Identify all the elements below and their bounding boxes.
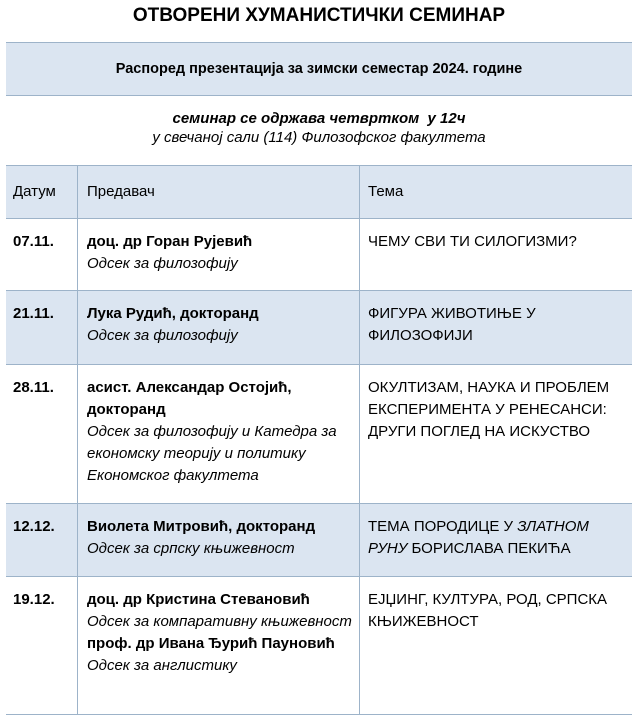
- lecturer-affiliation: Одсек за филозофију: [87, 327, 238, 344]
- venue-time: семинар се одржава четвртком у 12ч: [172, 110, 466, 127]
- row-date: 19.12.: [13, 591, 55, 608]
- lecturer-affiliation: Одсек за англистику: [87, 657, 237, 674]
- table-row: [6, 504, 632, 577]
- topic-text: БОРИСЛАВА ПЕКИЋА: [407, 540, 571, 557]
- row-date: 28.11.: [13, 379, 54, 396]
- lecturer-name: Виолета Митровић, докторанд: [87, 518, 316, 535]
- lecturer-name: асист. Александар Остојић, докторанд: [87, 379, 292, 418]
- row-topic: ОКУЛТИЗАМ, НАУКА И ПРОБЛЕМ ЕКСПЕРИМЕНТА У РЕНЕСАНСИ: ДРУГИ ПОГЛЕД НА ИСКУСТВО: [368, 379, 610, 440]
- schedule-table: [6, 166, 632, 715]
- topic-book-title: ЗЛАТНОМ РУНУ: [368, 518, 589, 557]
- schedule-frame: [6, 42, 632, 715]
- row-date: 21.11.: [13, 305, 54, 322]
- lecturer-name: доц. др Горан Рујевић: [87, 233, 253, 250]
- row-date: 12.12.: [13, 518, 55, 535]
- lecturer-name: Лука Рудић, докторанд: [87, 305, 259, 322]
- table-row: [6, 577, 632, 715]
- lecturer-affiliation: Одсек за филозофију: [87, 255, 238, 272]
- header-date: Датум: [6, 166, 78, 219]
- semester-banner: Распоред презентација за зимски семестар 2024. године: [6, 43, 632, 96]
- row-topic: ЧЕМУ СВИ ТИ СИЛОГИЗМИ?: [368, 233, 577, 250]
- venue-location: у свечаној сали (114) Филозофског факултета: [152, 129, 486, 146]
- lecturer-affiliation: Одсек за компаративну књижевност: [87, 613, 352, 630]
- topic-text: ТЕМА ПОРОДИЦЕ У: [368, 518, 518, 535]
- header-lecturer: Предавач: [78, 166, 360, 219]
- venue-info: [6, 96, 632, 166]
- row-topic: ЕЈЏИНГ, КУЛТУРА, РОД, СРПСКА КЊИЖЕВНОСТ: [368, 591, 608, 630]
- row-topic: ФИГУРА ЖИВОТИЊЕ У ФИЛОЗОФИЈИ: [368, 305, 536, 344]
- table-row: [6, 365, 632, 504]
- page-title: ОТВОРЕНИ ХУМАНИСТИЧКИ СЕМИНАР: [132, 5, 506, 26]
- table-row: [6, 219, 632, 291]
- lecturer-name: доц. др Кристина Стевановић: [87, 591, 310, 608]
- table-header-row: [6, 166, 632, 219]
- row-topic: [368, 504, 626, 560]
- header-topic: Тема: [360, 166, 633, 219]
- table-row: [6, 291, 632, 365]
- lecturer-affiliation: Одсек за филозофију и Катедра за економску теорију и политику Економског факултета: [87, 423, 337, 484]
- row-date: 07.11.: [13, 233, 54, 250]
- lecturer-name: проф. др Ивана Ђурић Пауновић: [87, 635, 335, 652]
- lecturer-affiliation: Одсек за српску књижевност: [87, 540, 295, 557]
